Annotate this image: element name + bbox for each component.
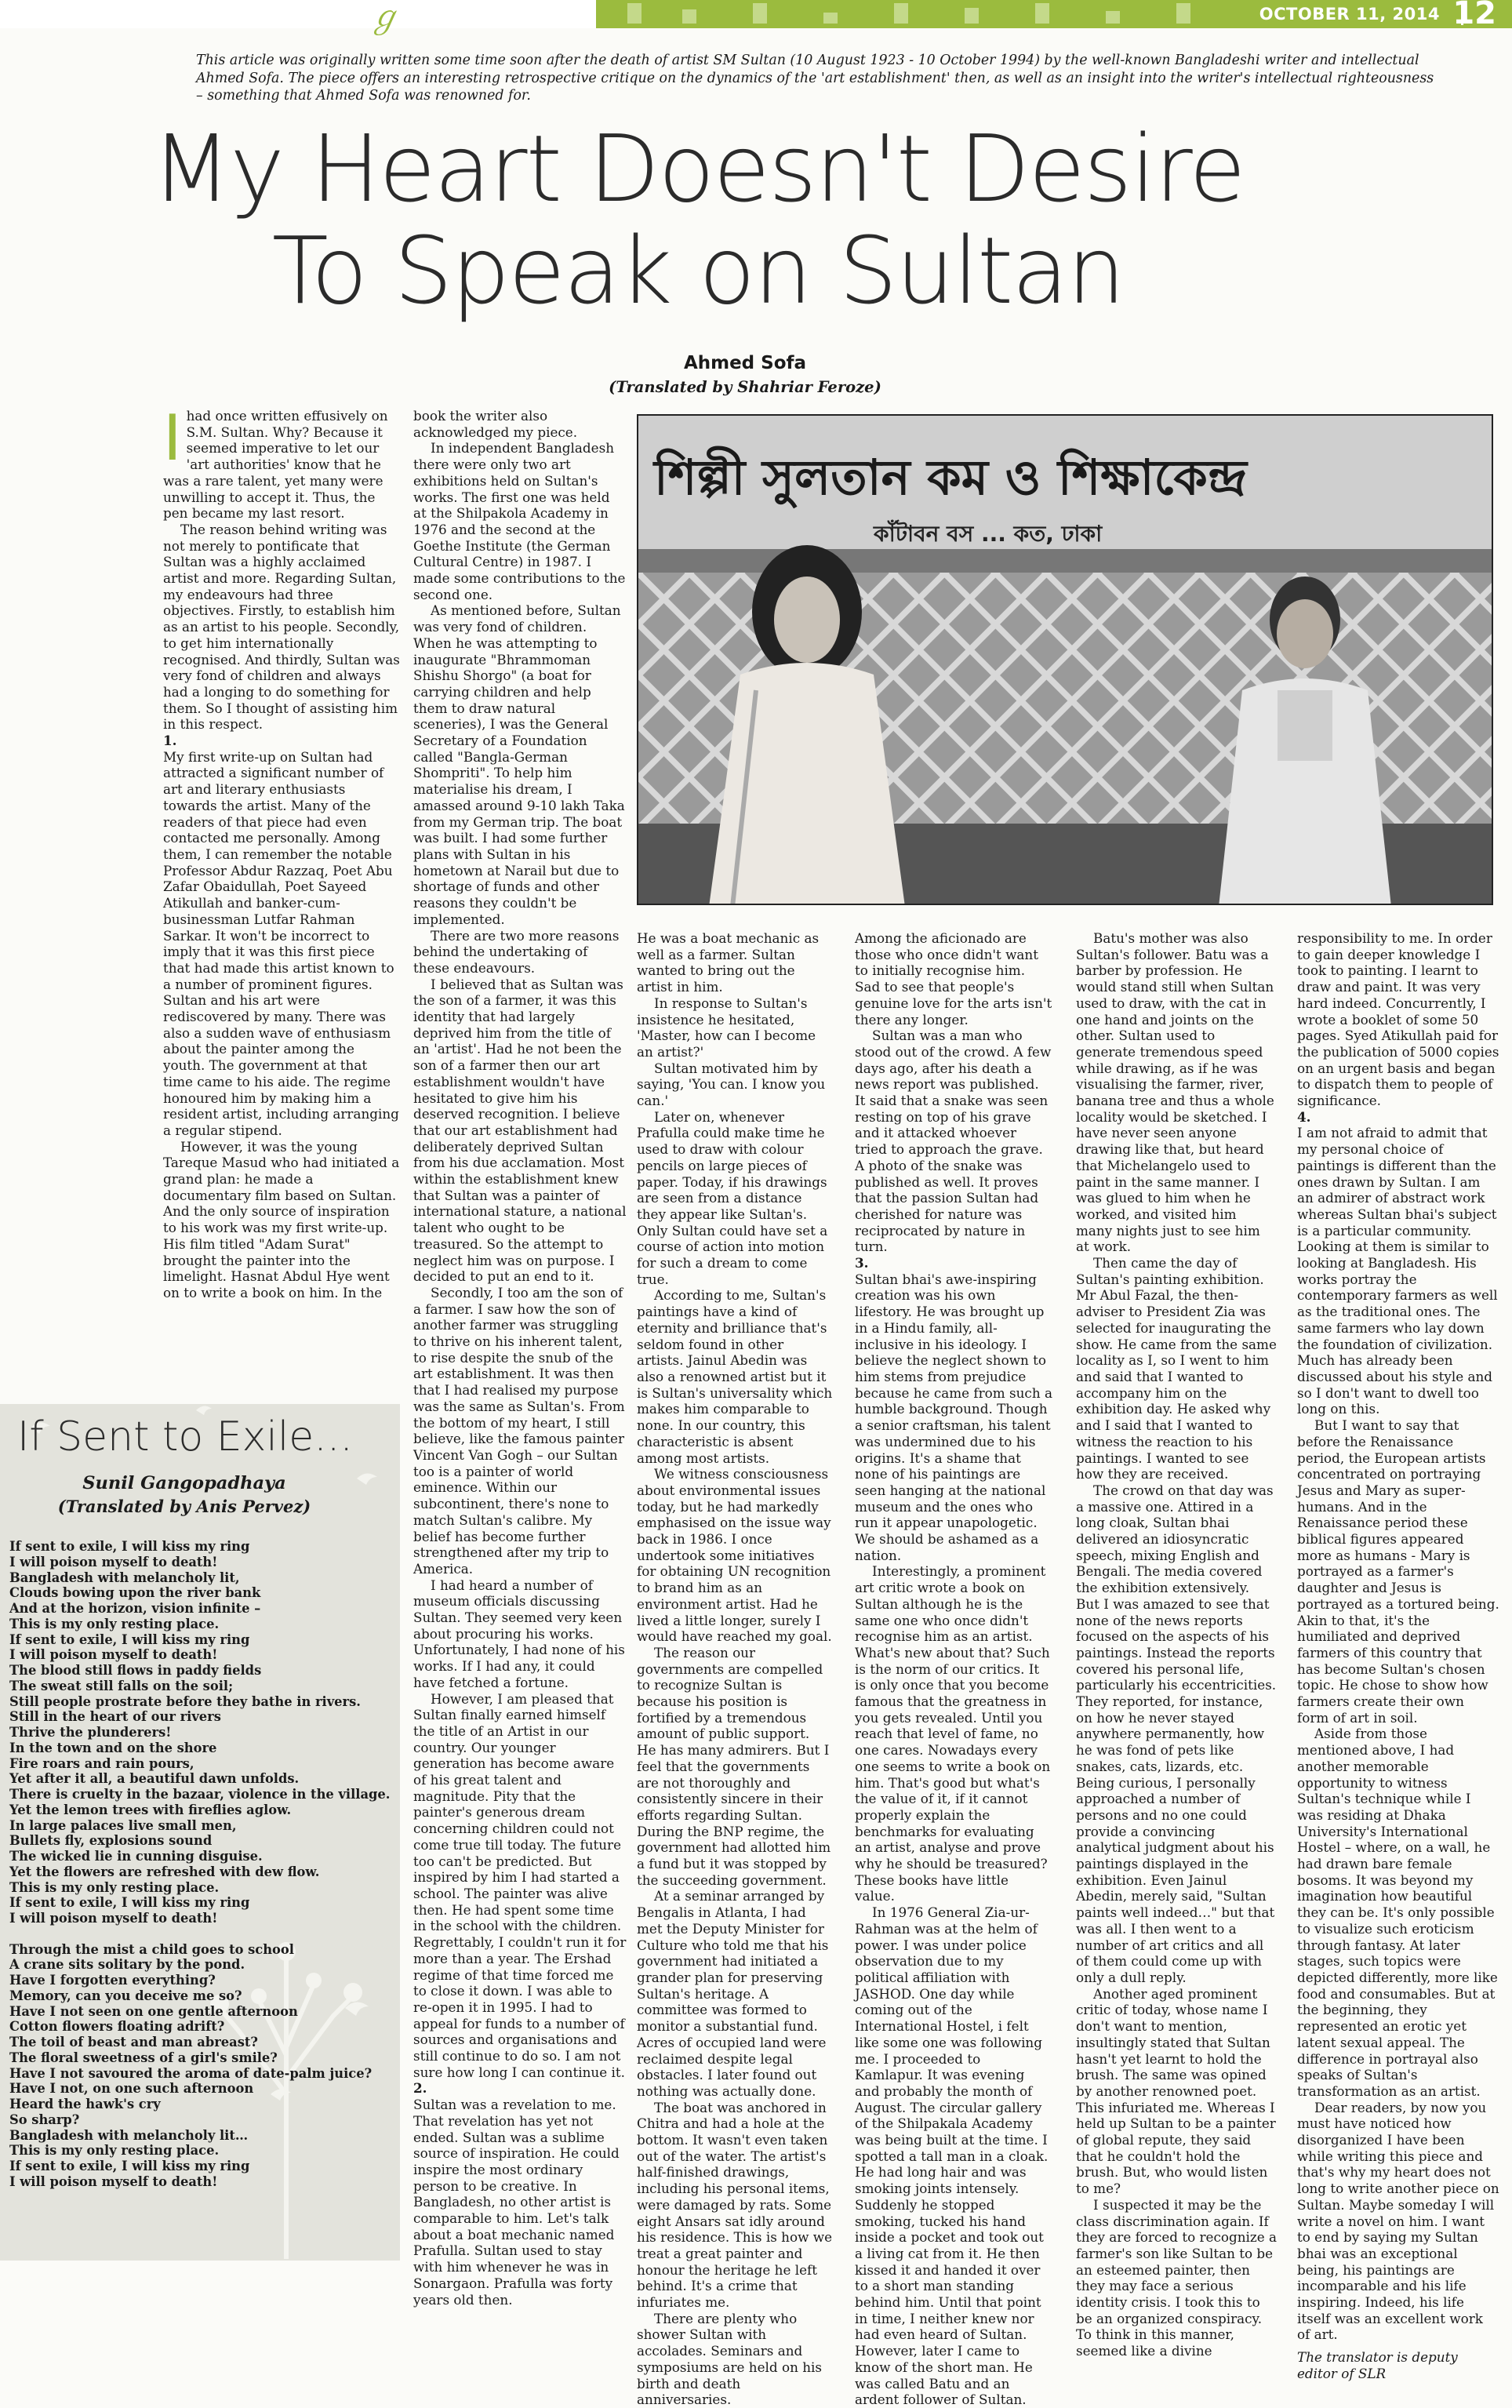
page-header xyxy=(0,0,1512,35)
poem-line: So sharp? xyxy=(9,2112,80,2127)
header-decoration xyxy=(596,0,1223,28)
paragraph: The reason our governments are compelled to recognize Sultan is because his position is fortified by a tremendous amount of public support. He has many admirers. But I feel that the governments are not thoroughly and consistently sincere in their efforts regarding Sultan. During the BNP regime, the government had allotted him a fund but it was stopped by the succeeding government. xyxy=(637,1644,831,1888)
poem-line: This is my only resting place. xyxy=(9,2143,220,2159)
paragraph: Dear readers, by now you must have noticed how disorganized I have been while writing this piece and that's why my heart does not long to write another piece on Sultan. Maybe someday I will write a novel on him. I want to end by saying my Sultan bhai was an exceptional being, his paintings are incomparable and his life inspiring. Indeed, his life itself was an excellent work of art. xyxy=(1297,2099,1499,2343)
article-column-3 xyxy=(637,930,833,2408)
section-logo-icon: ℊ xyxy=(369,0,400,35)
paragraph: Secondly, I too am the son of a farmer. I saw how the son of another farmer was struggling to thrive on his inherent talent, to rise despite the snub of the art establishment. It was then that I had realised my purpose was the same as Sultan's. From the bottom of my heart, I still believe, like the famous painter Vincent Van Gogh – our Sultan too is a painter of world eminence. Within our subcontinent, there's none to match Sultan's calibre. My belief has become further strengthened after my trip to America. xyxy=(413,1284,625,1577)
drop-cap: I xyxy=(163,402,182,475)
headline-line-1: My Heart Doesn't Desire xyxy=(151,115,1245,223)
poem-line: Fire roars and rain pours, xyxy=(9,1755,194,1771)
paragraph: had once written effusively on S.M. Sultan. Why? Because it seemed imperative to let our 'art authorities' know that he was a rare talent, yet many were unwilling to accept it. Thus, the pen became my last resort. xyxy=(163,408,388,522)
section-number: 1. xyxy=(163,733,177,749)
page-number: 12 xyxy=(1452,0,1496,31)
paragraph: However, it was the young Tareque Masud who had initiated a grand plan: he made a documentary film based on Sultan. And the only source of inspiration to his work was my first write-up. His film titled "Adam Surat" brought the painter into the limelight. Hasnat Abdul Hye went on to write a book on him. In the xyxy=(163,1138,400,1300)
author-byline: Ahmed Sofa xyxy=(683,353,807,373)
paragraph: Sultan bhai's awe-inspiring creation was his own lifestory. He was brought up in a Hindu family, all-inclusive in his ideology. I believe the neglect shown to him stems from prejudice because he came from such a humble background. Though a senior craftsman, his talent was undermined due to his origins. It's a shame that none of his paintings are seen hanging at the national museum and the ones who run it appear unapologetic. We should be ashamed as a nation. xyxy=(855,1271,1052,1563)
paragraph: However, I am pleased that Sultan finally earned himself the title of an Artist in our country. Our younger generation has become aware of his great talent and magnitude. Pity that the painter's generous dream concerning children could not come true till today. The future too can't be predicted. But inspired by him I had started a school. The painter was alive then. He had spent some time in the school with the children. Regrettably, I couldn't run it for more than a year. The Ershad regime of that time forced me to close it down. I was able to re-open it in 1995. I had to appeal for funds to a number of sources and organisations and still continue to do so. I am not sure how long I can continue it. xyxy=(413,1690,627,2080)
poem-line: If sent to exile, I will kiss my ring xyxy=(9,1895,250,1911)
poem-line: This is my only resting place. xyxy=(9,1879,220,1895)
paragraph: Sultan was a man who stood out of the crowd. A few days ago, after his death a news report was published. It said that a snake was seen resting on top of his grave and it attacked whoever tried to approach the grave. A photo of the snake was published as well. It proves that the passion Sultan had cherished for nature was reciprocated by nature in turn. xyxy=(855,1028,1052,1255)
poem-line: Thrive the plunderers! xyxy=(9,1725,172,1740)
paragraph: The boat was anchored in Chitra and had a hole at the bottom. It wasn't even taken out of the water. The artist's half-finished drawings, including his personal items, were damaged by rats. Some eight Ansars sat idly around his residence. This is how we treat a great painter and honour the heritage he left behind. It's a crime that infuriates me. xyxy=(637,2099,833,2311)
poem-line: Have I not seen on one gentle afternoon xyxy=(9,2003,298,2019)
poem-line: The wicked lie in cunning disguise. xyxy=(9,1849,263,1864)
poem-title: If Sent to Exile... xyxy=(17,1413,353,1460)
poem-line: Through the mist a child goes to school xyxy=(9,1941,294,1957)
translator-credit: (Translated by Shahriar Feroze) xyxy=(609,378,881,396)
poem-line: I will poison myself to death! xyxy=(9,1554,218,1570)
paragraph: The crowd on that day was a massive one. Attired in a long cloak, Sultan bhai delivered an idiosyncratic speech, mixing English and Bengali. The media covered the exhibition extensively. But I was amazed to see that none of the news reports focused on the aspects of his paintings. Instead the reports covered his personal life, particularly his eccentricities. They reported, for instance, on how he never stayed anywhere permanently, how he was fond of pets like snakes, cats, lizards, etc. Being curious, I personally approached a number of persons and no one could provide a convincing analytical judgment about his paintings displayed in the exhibition. Even Jainul Abedin, merely said, "Sultan paints well indeed…" but that was all. I then went to a number of art critics and all of them could come up with only a dull reply. xyxy=(1076,1482,1277,1985)
poem-line: Cotton flowers floating adrift? xyxy=(9,2019,225,2035)
paragraph: Interestingly, a prominent art critic wrote a book on Sultan although he is the same one who once didn't recognise him as an artist. What's new about that? Such is the norm of our critics. It is only once that you become famous that the greatness in you gets revealed. Until you reach that level of fame, no one cares. Nowadays every one seems to write a book on him. That's good but what's the value of it, if it cannot properly explain the benchmarks for evaluating an artist, analyse and prove why he should be treasured? These books have little value. xyxy=(855,1563,1051,1904)
article-column-5 xyxy=(1076,930,1277,2359)
poem-line: The blood still flows in paddy fields xyxy=(9,1663,262,1678)
poem-line: I will poison myself to death! xyxy=(9,1647,218,1663)
paragraph: Later on, whenever Prafulla could make time he used to draw with colour pencils on large pieces of paper. Today, if his drawings are seen from a distance they appear like Sultan's. Only Sultan could have set a course of action into motion for such a dream to come true. xyxy=(637,1108,828,1287)
paragraph: But I want to say that before the Renaissance period, the European artists concentrated on portraying Jesus and Mary as super-humans. And in the Renaissance period these biblical figures appeared more as humans - Mary is portrayed as a farmer's daughter and Jesus is portrayed as a tortured being. Akin to that, it's the humiliated and deprived farmers of this country that has become Sultan's chosen topic. He chose to show how farmers create their own form of art in soil. xyxy=(1297,1417,1499,1726)
paragraph: Among the aficionado are those who once didn't want to initially recognise him. Sad to see that people's genuine love for the arts isn't there any longer. xyxy=(855,930,1052,1028)
paragraph: Batu's mother was also Sultan's follower. Batu was a barber by profession. He would stand still when Sultan used to draw, with the cat in one hand and joints on the other. Sultan used to generate tremendous speed while drawing, as if he was visualising the farmer, river, banana tree and thus a whole locality would be sketched. I have never seen anyone drawing like that, but heard that Michelangelo used to paint in the same manner. I was glued to him when he worked, and visited him many nights just to see him at work. xyxy=(1076,930,1274,1255)
paragraph: responsibility to me. In order to gain deeper knowledge I took to painting. I learnt to draw and paint. It was very hard indeed. Concurrently, I wrote a booklet of some 50 pages. Syed Atikullah paid for the publication of 5000 copies on an urgent basis and began to dispatch them to people of significance. xyxy=(1297,930,1499,1109)
poem-line: A crane sits solitary by the pond. xyxy=(9,1957,245,1973)
poem-line: If sent to exile, I will kiss my ring xyxy=(9,1539,250,1554)
paragraph: At a seminar arranged by Bengalis in Atlanta, I had met the Deputy Minister for Culture who told me that his government had initiated a grander plan for preserving Sultan's heritage. A committee was formed to monitor a substantial fund. Acres of occupied land were reclaimed despite legal obstacles. I later found out nothing was actually done. xyxy=(637,1888,829,2099)
section-number: 3. xyxy=(855,1255,869,1271)
poem-line: If sent to exile, I will kiss my ring xyxy=(9,1631,250,1647)
poem-line: Still people prostrate before they bathe in rivers. xyxy=(9,1693,361,1709)
photo-sign-subtext: কাঁটাবন বস ... কত, ঢাকা xyxy=(874,521,1103,547)
poem-line: The floral sweetness of a girl's smile? xyxy=(9,2050,278,2065)
article-column-6 xyxy=(1297,930,1499,2382)
poem-translator: (Translated by Anis Pervez) xyxy=(57,1497,311,1516)
headline-line-2: To Speak on Sultan xyxy=(271,216,1125,325)
paragraph: Sultan motivated him by saying, 'You can. I know you can.' xyxy=(637,1060,826,1109)
paragraph: Sultan was a revelation to me. That revelation has yet not ended. Sultan was a sublime source of inspiration. He could inspire the most ordinary person to be creative. In Bangladesh, no other artist is comparable to him. Let's talk about a boat mechanic named Prafulla. Sultan used to stay with him whenever he was in Sonargaon. Prafulla was forty years old then. xyxy=(413,2097,620,2308)
article-column-2 xyxy=(413,408,627,2308)
article-headline xyxy=(118,115,1278,325)
poem-line: The toil of beast and man abreast? xyxy=(9,2035,258,2050)
poem-line: Memory, can you deceive me so? xyxy=(9,1988,242,2003)
poem-body xyxy=(9,1539,394,2190)
poem-line: And at the horizon, vision infinite – xyxy=(9,1601,261,1616)
poem-line: If sent to exile, I will kiss my ring xyxy=(9,2159,250,2173)
poem-line: Yet the lemon trees with fireflies aglow. xyxy=(9,1802,292,1817)
poem-line: Bangladesh with melancholy lit… xyxy=(9,2127,249,2143)
poem-line: Bullets fly, explosions sound xyxy=(9,1833,213,1849)
article-column-4 xyxy=(855,930,1052,2408)
poem-author: Sunil Gangopadhaya xyxy=(82,1473,286,1493)
poem-line: Have I not savoured the aroma of date-palm juice? xyxy=(9,2065,373,2081)
poem-line: Have I not, on one such afternoon xyxy=(9,2081,254,2097)
paragraph: We witness consciousness about environmental issues today, but he had markedly emphasised on the issue way back in 1986. I once undertook some initiatives for obtaining UN recognition to brand him as an environment artist. Had he lived a little longer, surely I would have reached my goal. xyxy=(637,1466,832,1645)
paragraph: I had heard a number of museum officials discussing Sultan. They seemed very keen about procuring his works. Unfortunately, I had none of his works. If I had any, it could have fetched a fortune. xyxy=(413,1577,625,1690)
poem-line: Have I forgotten everything? xyxy=(9,1973,216,1988)
photo-illustration xyxy=(638,416,1493,905)
paragraph: There are two more reasons behind the undertaking of these endeavours. xyxy=(413,927,620,976)
paragraph: I believed that as Sultan was the son of a farmer, it was this identity that had largely deprived him from the title of an 'artist'. Had he not been the son of a farmer then our art establishment wouldn't have hesitated to give him his deserved recognition. I believe that our art establishment had deliberately deprived Sultan from his due acclamation. Most within the establishment knew that Sultan was a painter of international stature, a national talent who ought to be treasured. So the attempt to neglect him was on purpose. I decided to put an end to it. xyxy=(413,976,627,1285)
date-block xyxy=(1214,0,1512,31)
poem-line: Yet after it all, a beautiful dawn unfolds. xyxy=(9,1771,300,1787)
stanza-gap xyxy=(9,1926,394,1942)
paragraph: There are plenty who shower Sultan with accolades. Seminars and symposiums are held on his birth and death anniversaries. xyxy=(637,2310,823,2408)
poem-line: Clouds bowing upon the river bank xyxy=(9,1585,261,1601)
poem-line: In large palaces live small men, xyxy=(9,1817,237,1833)
translator-note: The translator is deputy editor of SLR xyxy=(1297,2349,1458,2381)
poem-line: I will poison myself to death! xyxy=(9,1911,218,1926)
issue-date: OCTOBER 11, 2014 xyxy=(1259,5,1440,24)
poem-line: This is my only resting place. xyxy=(9,1616,220,1631)
paragraph: According to me, Sultan's paintings have a kind of eternity and brilliance that's seldom found in other artists. Jainul Abedin was also a renowned artist but it is Sultan's universality which makes him comparable to none. In our country, this characteristic is absent among most artists. xyxy=(637,1287,833,1466)
paragraph: In 1976 General Zia-ur-Rahman was at the helm of power. I was under police observation due to my political affiliation with JASHOD. One day while coming out of the International Hostel, i felt like some one was following me. I proceeded to Kamlapur. It was evening and probably the month of August. The circular gallery of the Shilpakala Academy was being built at the time. I spotted a tall man in a cloak. He had long hair and was smoking joints intensely. Suddenly he stopped smoking, tucked his hand inside a pocket and took out a living cat from it. He then kissed it and handed it over to a short man standing behind him. Until that point in time, I neither knew nor had even heard of Sultan. However, later I came to know of the short man. He was called Batu and an ardent follower of Sultan. xyxy=(855,1904,1049,2408)
paragraph: book the writer also acknowledged my piece. xyxy=(413,408,578,440)
paragraph: In independent Bangladesh there were only two art exhibitions held on Sultan's works. The first one was held at the Shilpakola Academy in 1976 and the second at the Goethe Institute (the German Cultural Centre) in 1987. I made some contributions to the second one. xyxy=(413,440,626,602)
paragraph: I suspected it may be the class discrimination again. If they are forced to recognize a farmer's son like Sultan to be an esteemed painter, then they may face a serious identity crisis. I took this to be an organized conspiracy. To think in this manner, seemed like a divine xyxy=(1076,2196,1277,2359)
paragraph: Another aged prominent critic of today, whose name I don't want to mention, insultingly stated that Sultan hasn't yet learnt to hold the brush. The same was opined by another renowned poet. This infuriated me. Whereas I held up Sultan to be a painter of global repute, they said that he couldn't hold the brush. But, who would listen to me? xyxy=(1076,1985,1276,2197)
poem-box xyxy=(0,1404,400,2261)
paragraph: I am not afraid to admit that my personal choice of paintings is different than the ones drawn by Sultan. I am an admirer of abstract work whereas Sultan bhai's subject is a particular community. Looking at them is similar to looking at Bangladesh. His works portray the contemporary farmers as well as the traditional ones. The same farmers who lay down the foundation of civilization. Much has already been discussed about his style and so I don't want to dwell too long on this. xyxy=(1297,1125,1498,1417)
paragraph: As mentioned before, Sultan was very fond of children. When he was attempting to inaugurate "Bhrammoman Shishu Shorgo" (a boat for carrying children and help them to draw natural sceneries), I was the General Secretary of a Foundation called "Bangla-German Shompriti". To help him materialise his dream, I amassed around 9-10 lakh Taka from my German trip. The boat was built. I had some further plans with Sultan in his hometown at Narail but due to shortage of funds and other reasons they couldn't be implemented. xyxy=(413,602,625,927)
poem-line: The sweat still falls on the soil; xyxy=(9,1678,234,1693)
article-column-1 xyxy=(163,402,400,1301)
poem-line: Still in the heart of our rivers xyxy=(9,1709,221,1725)
section-number: 4. xyxy=(1297,1108,1311,1125)
poem-line: Yet the flowers are refreshed with dew flow. xyxy=(9,1864,320,1879)
poem-line: There is cruelty in the bazaar, violence in the village. xyxy=(9,1787,391,1802)
editor-intro: This article was originally written some time soon after the death of artist SM Sultan (10 August 1923 - 10 October 1994) by the well-known Bangladeshi writer and intellectual Ahmed Sofa. The piece offers an interesting retrospective critique on the dynamics of the 'art establishment' then, as well as an insight into the writer's intellectual righteousness – something that Ahmed Sofa was renowned for. xyxy=(196,53,1434,104)
paragraph: Then came the day of Sultan's painting exhibition. Mr Abul Fazal, the then-adviser to President Zia was selected for inaugurating the show. He came from the same locality as I, so I went to him and said that I wanted to accompany him on the exhibition day. He asked why and I said that I wanted to witness the reaction to his paintings. I wanted to see how they are received. xyxy=(1076,1255,1277,1482)
paragraph: In response to Sultan's insistence he hesitated, 'Master, how can I become an artist?' xyxy=(637,995,816,1060)
section-number: 2. xyxy=(413,2080,427,2097)
paragraph: He was a boat mechanic as well as a farmer. Sultan wanted to bring out the artist in him. xyxy=(637,930,820,995)
paragraph: The reason behind writing was not merely to pontificate that Sultan was a highly acclaimed artist and more. Regarding Sultan, my endeavours had three objectives. Firstly, to establish him as an artist to his people. Secondly, to get him internationally recognised. And thirdly, Sultan was very fond of children and always had a longing to do something for them. So I thought of assisting him in this respect. xyxy=(163,521,400,733)
paragraph: My first write-up on Sultan had attracted a significant number of art and literary enthusiasts towards the artist. Many of the readers of that piece had even contacted me personally. Among them, I can remember the notable Professor Abdur Razzaq, Poet Abu Zafar Obaidullah, Poet Sayeed Atikullah and banker-cum-businessman Lutfar Rahman Sarkar. It won't be incorrect to imply that it was this first piece that had made this artist known to a number of prominent figures. Sultan and his art were rediscovered by many. There was also a sudden wave of enthusiasm about the painter among the youth. The government at that time came to his aide. The regime honoured him by making him a resident artist, including arranging a regular stipend. xyxy=(163,748,399,1138)
article-photo xyxy=(637,414,1493,905)
poem-line: Heard the hawk's cry xyxy=(9,2097,161,2112)
poem-line: I will poison myself to death! xyxy=(9,2173,218,2189)
paragraph: Aside from those mentioned above, I had another memorable opportunity to witness Sultan's technique while I was residing at Dhaka University's International Hostel – where, on a wall, he had drawn bare female bosoms. It was beyond my imagination how beautiful they can be. It's only possible to visualize such eroticism through fantasy. At later stages, such topics were depicted differently, more like food and consumables. But at the beginning, they represented an erotic yet latent sexual appeal. The difference in portrayal also speaks of Sultan's transformation as an artist. xyxy=(1297,1726,1498,2099)
photo-sign-text: শিল্পী সুলতান কম ও শিক্ষাকেন্দ্র xyxy=(654,449,1247,506)
poem-line: Bangladesh with melancholy lit, xyxy=(9,1570,240,1585)
poem-line: In the town and on the shore xyxy=(9,1740,217,1755)
